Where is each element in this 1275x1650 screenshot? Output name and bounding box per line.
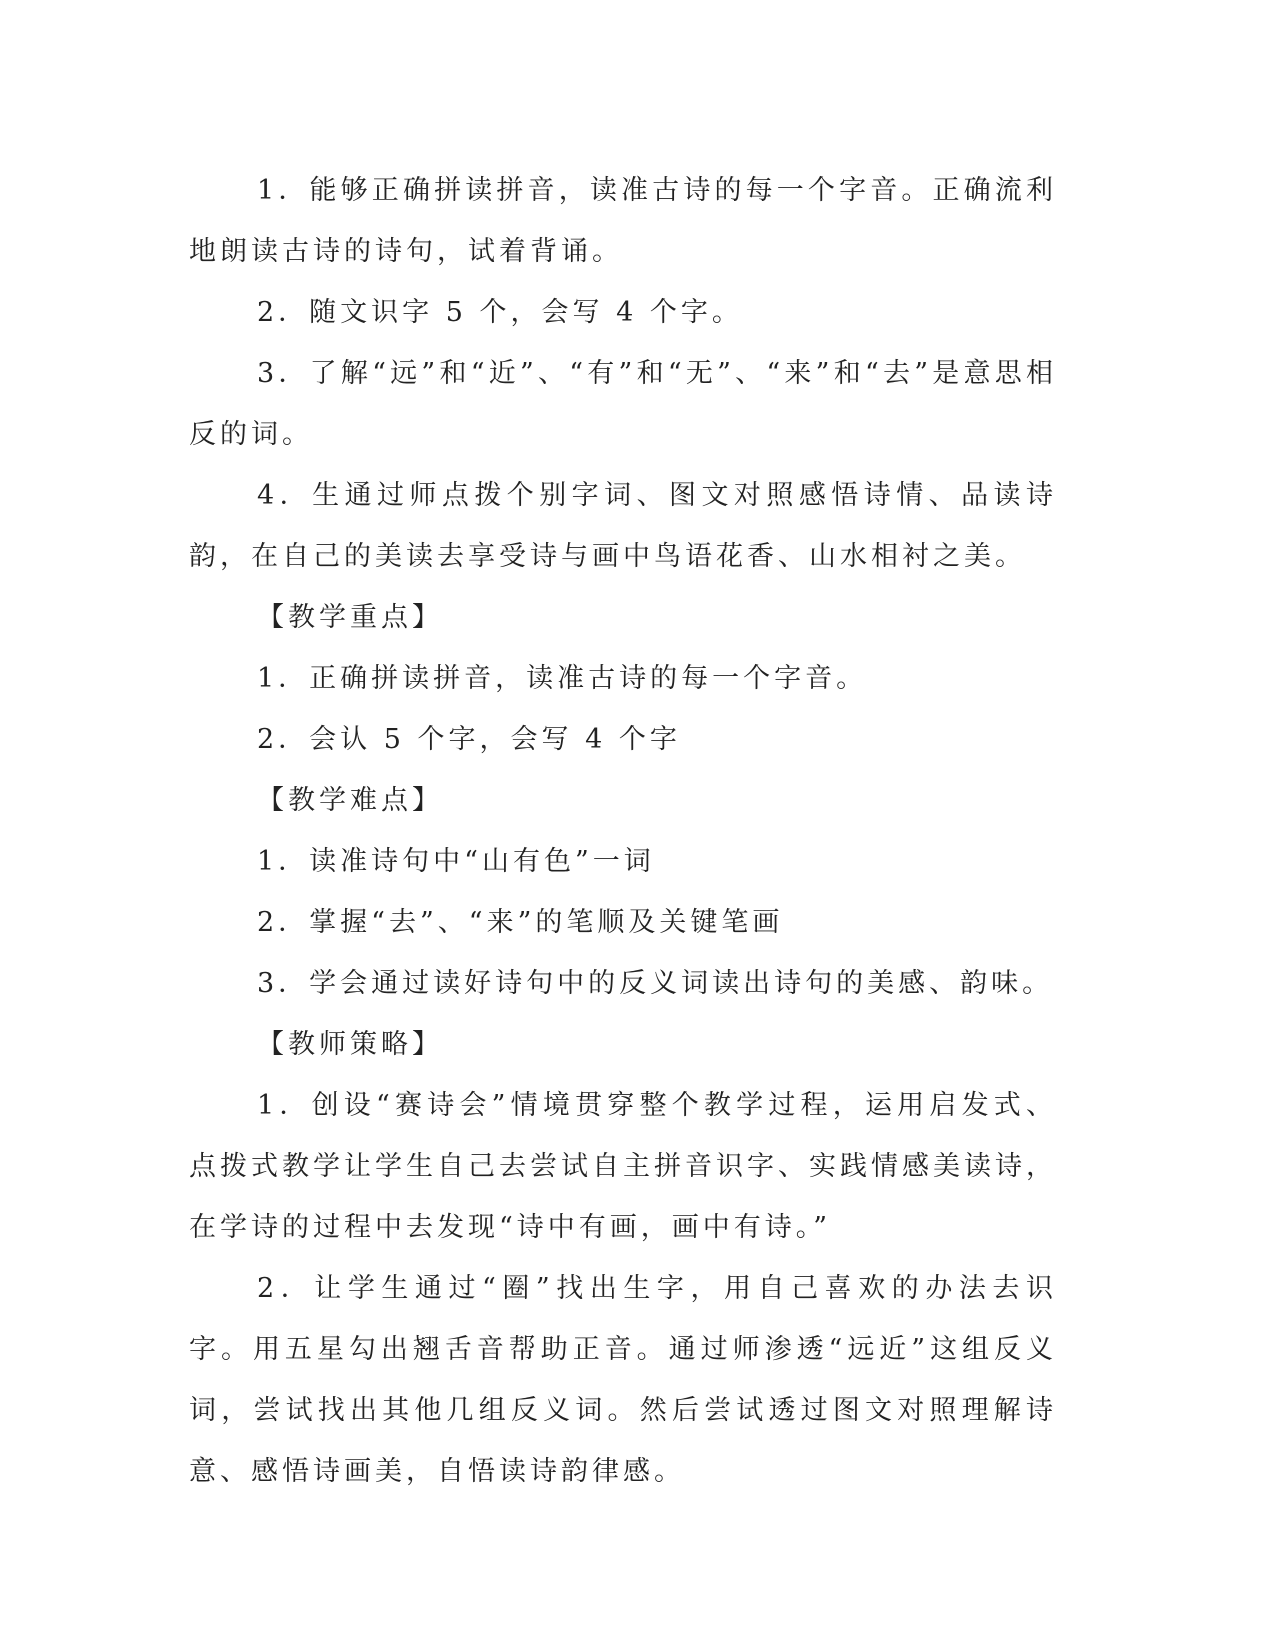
key-point-2: 2．会认 5 个字，会写 4 个字 [257, 724, 681, 755]
key-points-heading: 【教学重点】 [257, 602, 443, 633]
strategy-1: 1．创设“赛诗会”情境贯穿整个教学过程，运用启发式、点拨式教学让学生自己去尝试自主拼音识字、实践情感美读诗，在学诗的过程中去发现“诗中有画，画中有诗。” [189, 1090, 1057, 1243]
key-point-1: 1．正确拼读拼音，读准古诗的每一个字音。 [257, 663, 868, 694]
goal-paragraph-2: 2．随文识字 5 个，会写 4 个字。 [257, 297, 743, 328]
goal-paragraph-4: 4．生通过师点拨个别字词、图文对照感悟诗情、品读诗韵，在自己的美读去享受诗与画中鸟语花香、山水相衬之美。 [189, 480, 1057, 572]
goal-paragraph-3: 3．了解“远”和“近”、“有”和“无”、“来”和“去”是意思相反的词。 [189, 358, 1057, 450]
strategy-2: 2．让学生通过“圈”找出生字，用自己喜欢的办法去识字。用五星勾出翘舌音帮助正音。通过师渗透“远近”这组反义词，尝试找出其他几组反义词。然后尝试透过图文对照理解诗意、感悟诗画美，自悟读诗韵律感。 [189, 1273, 1057, 1487]
difficulty-2: 2．掌握“去”、“来”的笔顺及关键笔画 [257, 907, 784, 938]
difficulty-3: 3．学会通过读好诗句中的反义词读出诗句的美感、韵味。 [257, 968, 1054, 999]
document-body [189, 160, 1057, 1502]
difficulties-heading: 【教学难点】 [257, 785, 443, 816]
difficulty-1: 1．读准诗句中“山有色”一词 [257, 846, 655, 877]
goal-paragraph-1: 1．能够正确拼读拼音，读准古诗的每一个字音。正确流利地朗读古诗的诗句，试着背诵。 [189, 175, 1057, 267]
strategy-heading: 【教师策略】 [257, 1029, 443, 1060]
